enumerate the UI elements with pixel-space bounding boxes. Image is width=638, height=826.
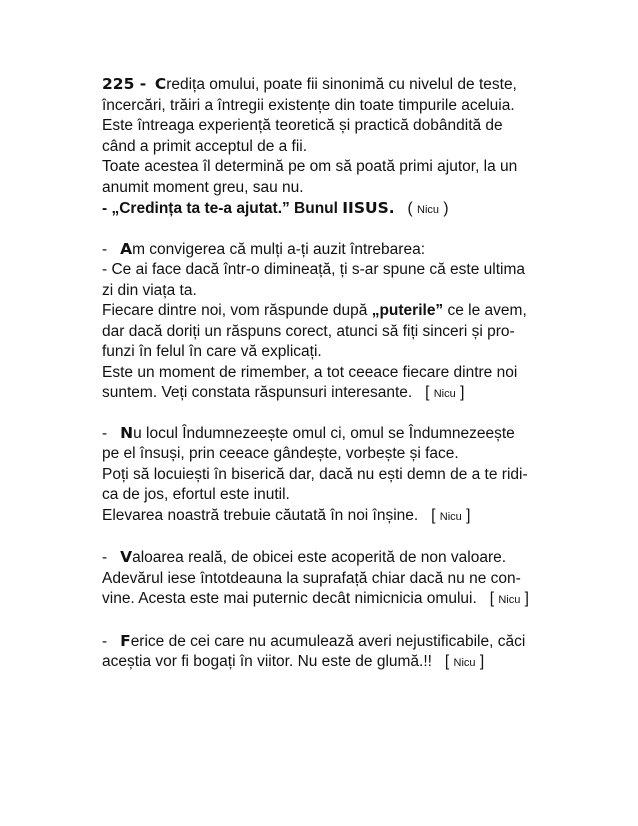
signature-name: Nicu	[498, 594, 521, 606]
signature-open: [	[489, 590, 494, 607]
drop-letter: A	[120, 239, 133, 258]
paragraph-line	[102, 301, 622, 322]
paragraph-line	[102, 589, 622, 611]
paragraph-line: funzi în felul în care vă explicați.	[102, 343, 322, 360]
spacer	[102, 405, 622, 423]
signature-close: ]	[466, 506, 471, 524]
signature-close: ]	[460, 384, 465, 401]
dash: -	[102, 240, 108, 258]
entry-line-2: încercări, trăiri a întregii existențe din toate timpurile aceluia.	[102, 96, 515, 114]
document-page	[102, 74, 622, 674]
signature-name: Nicu	[433, 388, 456, 400]
signature-open: [	[431, 506, 436, 524]
entry-number: 225 -	[102, 75, 147, 93]
paragraph-text: Fiecare dintre noi, vom răspunde după	[102, 302, 368, 319]
paragraph-text: m convigerea că mulți a-ți auzit întrebarea:	[132, 240, 426, 258]
spacer	[102, 527, 622, 547]
paragraph-text: u locul Îndumnezeește omul ci, omul se Îndumnezeește	[133, 424, 515, 442]
signature-close: ]	[479, 653, 485, 670]
quoted-word: „puterile”	[371, 302, 444, 319]
paragraph-line: ca de jos, efortul este inutil.	[102, 486, 290, 503]
entry-text: redița omului, poate fii sinonimă cu nivelul de teste,	[166, 76, 517, 93]
dash: -	[102, 549, 108, 566]
entry-line-4: când a primit acceptul de a fii.	[102, 137, 308, 155]
paragraph-text: ce le avem,	[447, 302, 527, 319]
paragraph-line: pe el însuși, prin ceeace gândește, vorbește și face.	[102, 445, 459, 462]
paragraph-line: dar dacă doriți un răspuns corect, atunci să fiți sinceri și pro-	[102, 322, 515, 340]
signature-close: )	[443, 200, 449, 217]
paragraph-1	[102, 239, 622, 405]
entry-line-3: Este întreaga experiență teoretică și practică dobândită de	[102, 117, 503, 134]
paragraph-line: - Ce ai face dacă într-o dimineață, ți s-ar spune că este ultima	[102, 261, 526, 278]
iisus-text: IISUS.	[342, 199, 395, 217]
entry-225	[102, 74, 622, 221]
signature-open: [	[425, 384, 430, 401]
dash: -	[102, 424, 108, 442]
signature-name: Nicu	[417, 204, 440, 216]
paragraph-line: Adevărul iese întotdeauna la suprafață chiar dacă nu ne con-	[102, 569, 521, 587]
paragraph-line	[102, 652, 622, 674]
paragraph-text: aloarea reală, de obicei este acoperită de non valoare.	[132, 549, 507, 566]
drop-letter: N	[120, 423, 134, 442]
dash: -	[102, 632, 108, 650]
signature-name: Nicu	[439, 510, 462, 523]
signature-open: [	[444, 653, 450, 670]
paragraph-3	[102, 547, 622, 611]
paragraph-line: Este un moment de rimember, a tot ceeace fiecare dintre noi	[102, 363, 518, 381]
paragraph-text: vine. Acesta este mai puternic decât nimicnicia omului.	[102, 590, 477, 607]
entry-line-6: anumit moment greu, sau nu.	[102, 178, 304, 196]
paragraph-line	[102, 423, 622, 445]
paragraph-text: suntem. Veți constata răspunsuri interesante.	[102, 384, 413, 401]
quote-line	[102, 198, 622, 221]
paragraph-line: zi din viața ta.	[102, 281, 197, 299]
entry-line-1	[102, 74, 622, 96]
quote-text: - „Credința ta te-a ajutat.” Bunul	[102, 200, 338, 217]
paragraph-line: Poți să locuiești în biserică dar, dacă nu ești demn de a te ridi-	[102, 465, 528, 483]
paragraph-line	[102, 506, 622, 528]
spacer	[102, 221, 622, 239]
paragraph-line	[102, 383, 622, 405]
spacer	[102, 611, 622, 631]
paragraph-text: Elevarea noastră trebuie căutată în noi înșine.	[102, 506, 419, 524]
paragraph-line	[102, 631, 622, 653]
paragraph-text: erice de cei care nu acumulează averi nejustificabile, căci	[130, 632, 526, 650]
paragraph-4	[102, 631, 622, 674]
paragraph-line	[102, 239, 622, 261]
drop-letter: C	[154, 75, 167, 93]
signature-close: ]	[524, 590, 529, 607]
signature-open: (	[407, 200, 413, 217]
entry-line-5: Toate acestea îl determină pe om să poată primi ajutor, la un	[102, 158, 518, 175]
paragraph-text: aceștia vor fi bogați în viitor. Nu este de glumă.!!	[102, 653, 432, 670]
paragraph-line	[102, 547, 622, 569]
drop-letter: V	[120, 548, 133, 566]
drop-letter: F	[120, 631, 131, 650]
signature-name: Nicu	[453, 657, 476, 669]
paragraph-2	[102, 423, 622, 528]
